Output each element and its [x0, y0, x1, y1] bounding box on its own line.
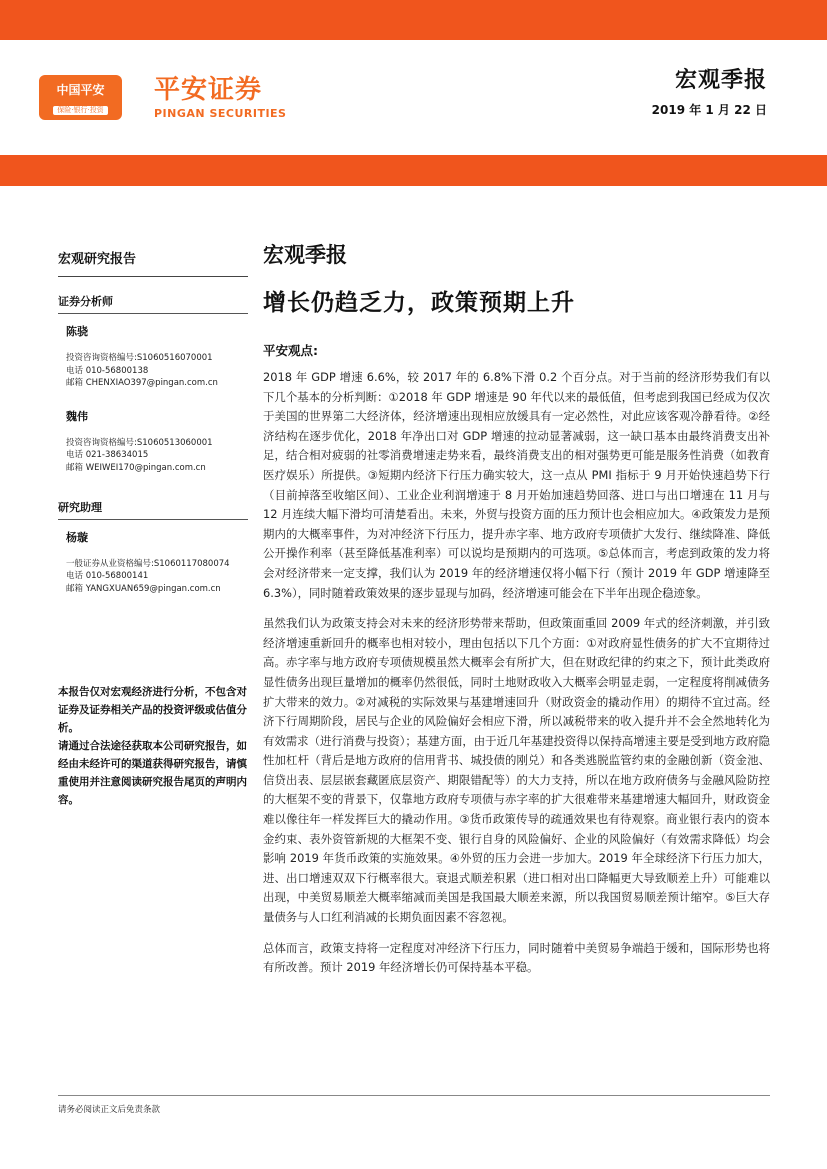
- analyst-name: 陈骁: [66, 325, 88, 338]
- body-paragraph: 总体而言，政策支持将一定程度对冲经济下行压力，同时随着中美贸易争端趋于缓和，国际形势也将有所改善。预计 2019 年经济增长仍可保持基本平稳。: [263, 940, 770, 975]
- analyst-card: [58, 408, 248, 475]
- sidebar: [58, 248, 248, 595]
- report-date: 2019 年 1 月 22 日: [651, 103, 767, 117]
- group-logo-tagline: 保险·银行·投资: [53, 106, 107, 115]
- analyst-card: [58, 323, 248, 390]
- assistant-email[interactable]: 邮箱 YANGXUAN659@pingan.com.cn: [66, 583, 221, 594]
- securities-logo-cn: 平安证券: [154, 75, 263, 105]
- analyst-name: 魏伟: [66, 409, 88, 423]
- top-color-band: [0, 0, 827, 40]
- analyst-license: 投资咨询资格编号:S1060513060001: [66, 437, 213, 448]
- analyst-license: 投资咨询资格编号:S1060516070001: [66, 353, 213, 363]
- analyst-phone: 电话 021-38634015: [66, 450, 149, 461]
- analyst-email[interactable]: 邮箱 CHENXIAO397@pingan.com.cn: [66, 378, 218, 389]
- group-logo-name: 中国平安: [56, 83, 105, 97]
- viewpoint-label: 平安观点:: [263, 343, 318, 358]
- main-kicker: 宏观季报: [263, 243, 347, 267]
- analyst-contact: [66, 352, 248, 390]
- analyst-phone: 电话 010-56800138: [66, 365, 149, 376]
- analysts-heading: 证券分析师: [58, 293, 248, 314]
- pingan-group-logo-badge: [39, 75, 122, 120]
- body-paragraph: 虽然我们认为政策支持会对未来的经济形势带来帮助，但政策面重回 2009 年式的经济刺激，并引致经济增速重新回升的概率也相对较小，理由包括以下几个方面：①对政府显性债务的扩大不宜期待过高。赤字率与地方政府专项债规模虽然大概率会有所扩大，但在财政纪律的约束之下，预计此类政府显性债务出现巨量增加的概率仍然很低，同时土地财政收入大概率会明显走弱，一定程度将削减债务扩大带来的效力。②对减税的实际效果与基建增速回升（财政资金的撬动作用）的期待不宜过高。经济下行周期阶段，居民与企业的风险偏好会相应下滑，所以减税带来的收入提升并不会全然地转化为有效需求（进行消费与投资）；基建方面，由于近几年基建投资得以保持高增速主要是受到地方政府隐性加杠杆（背后是地方政府的信用背书、城投债的刚兑）和各类逃脱监管约束的金融创新（资金池、信贷出表、层层嵌套藏匿底层资产、期限错配等）的大力支持，所以在地方政府债务与金融风险防控的大框架不变的背景下，仅靠地方政府专项债与赤字率的扩大很难带来基建增速大幅回升，财政资金难以像往年一样发挥巨大的撬动作用。③货币政策传导的疏通效果也有待观察。商业银行表内的资本金约束、表外资管新规的大框架不变、银行自身的风险偏好、企业的风险偏好（有效需求降低）均会影响 2019 年货币政策的实施效果。④外贸的压力会进一步加大。2019 年全球经济下行压力加大，进、出口增速双双下行概率很大。衰退式顺差积累（进口相对出口降幅更大导致顺差上升）可能难以出现，中美贸易顺差大概率缩减而美国是我国最大顺差来源，所以我国贸易顺差预计缩窄。⑤巨大存量债务与人口红利消减的长期负面因素不容忽视。: [263, 616, 770, 925]
- sidebar-title: 宏观研究报告: [58, 248, 248, 277]
- body-paragraph: 2018 年 GDP 增速 6.6%，较 2017 年的 6.8%下滑 0.2 个百分点。对于当前的经济形势我们有以下几个基本的分析判断：①2018 年 GDP 增速是 90 年代以来的最低值，但考虑到我国已经成为仅次于美国的世界第二大经济体，经济增速出现相应放缓具有一定必然性，对此应该客观冷静看待。②经济结构在逐步优化，2018 年净出口对 GDP 增速的拉动显著减弱，这一缺口基本由最终消费支出补足，结合相对疲弱的社零消费增速走势来看，最终消费支出的相对强势更可能是服务性消费（如教育医疗娱乐）所提供。③短期内经济下行压力确实较大，这一点从 PMI 指标于 9 月开始快速趋势下行（目前掉落至收缩区间）、工业企业利润增速于 8 月开始加速趋势回落、进口与出口增速在 11 月与 12 月连续大幅下滑均可清楚看出。未来，外贸与投资方面的压力预计也会相应加大。④政策发力是预期内的大概率事件，为对冲经济下行压力，提升赤字率、地方政府专项债扩大发行、继续降准、降低公开操作利率（甚至降低基准利率）可以说均是预期内的可选项。⑤总体而言，考虑到政策的发力将会对经济带来一定支撑，我们认为 2019 年的经济增速仅将小幅下行（预计 2019 年 GDP 增速降至 6.3%），同时随着政策效果的逐步显现与加码，经济增速可能会在下半年出现企稳迹象。: [263, 370, 770, 600]
- disclaimer-paragraph: 请通过合法途径获取本公司研究报告，如经由未经许可的渠道获得研究报告，请慎重使用并注意阅读研究报告尾页的声明内容。: [58, 740, 247, 806]
- footer-note: 请务必阅读正文后免责条款: [58, 1105, 161, 1115]
- assistant-license: 一般证券从业资格编号:S1060117080074: [66, 558, 230, 569]
- assistant-contact: [66, 558, 248, 596]
- footer-divider: [58, 1095, 770, 1096]
- assistant-name: 杨璇: [66, 530, 88, 544]
- analyst-email[interactable]: 邮箱 WEIWEI170@pingan.com.cn: [66, 462, 206, 473]
- pingan-group-logo: [39, 75, 122, 120]
- assistant-heading: 研究助理: [58, 499, 248, 520]
- main-headline: 增长仍趋乏力，政策预期上升: [263, 290, 575, 316]
- main-content: [263, 240, 770, 978]
- pingan-securities-logo: [154, 75, 286, 120]
- analyst-contact: [66, 437, 248, 475]
- assistant-card: [58, 529, 248, 596]
- disclaimer-paragraph: 本报告仅对宏观经济进行分析，不包含对证券及证券相关产品的投资评级或估值分析。: [58, 686, 247, 734]
- report-type-title: 宏观季报: [674, 68, 767, 93]
- assistant-phone: 电话 010-56800141: [66, 571, 149, 582]
- disclaimer: [58, 683, 250, 809]
- securities-logo-en: PINGAN SECURITIES: [154, 107, 287, 120]
- middle-color-band: [0, 155, 827, 186]
